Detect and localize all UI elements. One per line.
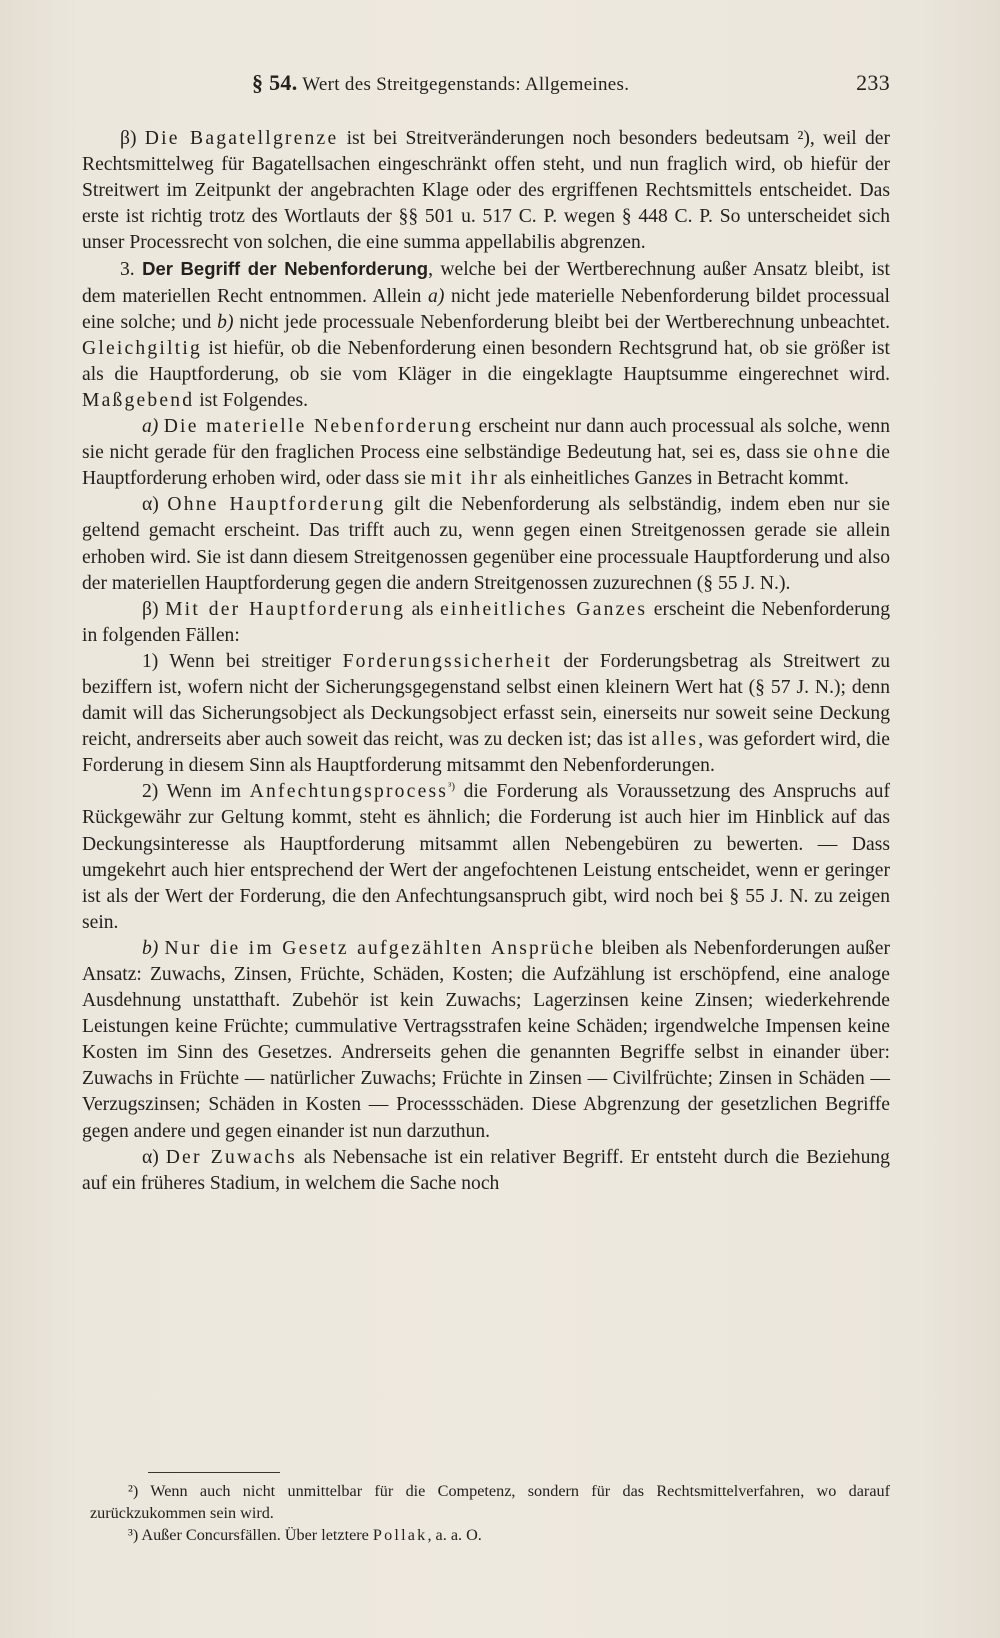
running-title: Wert des Streitgegenstands: Allgemeines.	[302, 74, 630, 95]
paragraph-bagatellgrenze: β) Die Bagatellgrenze ist bei Streitveränderungen noch besonders bedeutsam ²), weil der Rechtsmittelweg für Bagatellsachen eingeschränkt offen steht, und nun fraglich wird, ob hiefür der Streitwert im Zeitpunkt der angebrachten Klage oder des ergriffenen Rechtsmittels entscheidet. Das erste ist richtig trotz des Wortlauts der §§ 501 u. 517 C. P. wegen § 448 C. P. So unterscheidet sich unser Processrecht von solchen, die eine summa appellabilis abgrenzen.	[82, 128, 890, 254]
paragraph-aufgezaehlte-ansprueche: b) Nur die im Gesetz aufgezählten Ansprüche bleiben als Nebenforderungen außer Ansatz: Zuwachs, Zinsen, Früchte, Schäden, Kosten; die Aufzählung ist erschöpfend, eine analoge Ausdehnung unstatthaft. Zubehör ist kein Zuwachs; Lagerzinsen keine Zinsen; wiederkehrende Leistungen keine Früchte; cummulative Vertragsstrafen keine Schäden; irgendwelche Impensen keine Kosten im Sinn des Gesetzes. Andrerseits gehen die genannten Begriffe selbst in einander über: Zuwachs in Früchte — natürlicher Zuwachs; Früchte in Zinsen — Civilfrüchte; Zinsen in Schäden — Verzugszinsen; Schäden in Kosten — Processschäden. Diese Abgrenzung der gesetzlichen Begriffe gegen andere und gegen einander ist nun darzuthun.	[82, 937, 890, 1142]
paragraph-ohne-hauptforderung: α) Ohne Hauptforderung gilt die Nebenforderung als selbständig, indem eben nur sie geltend gemacht erscheint. Das trifft auch zu, wenn gegen einen Streitgenossen gerade sie allein erhoben wird. Sie ist dann diesem Streitgenossen gegenüber eine processuale Hauptforderung und also der materiellen Hauptforderung gegen die andern Streitgenossen zuzurechnen (§ 55 J. N.).	[82, 494, 891, 594]
footnote-2: ²) Wenn auch nicht unmittelbar für die Competenz, sondern für das Rechtsmittelverfahren, wo darauf zurückzukommen sein wird.	[90, 1482, 890, 1522]
footnote-ref-3: ³)	[448, 780, 456, 793]
page-number: 233	[856, 70, 890, 95]
paragraph-materielle-nebenforderung: a) Die materielle Nebenforderung erscheint nur dann auch processual als solche, wenn sie nicht gerade für den fraglichen Process eine selbständige Bedeutung hat, sei es, dass sie ohne die Hauptforderung erhoben wird, oder dass sie mit ihr als einheitliches Ganzes in Betracht kommt.	[82, 416, 890, 490]
body-text	[82, 126, 890, 1197]
footnote-rule	[148, 1472, 280, 1473]
running-header	[252, 70, 890, 100]
paragraph-mit-hauptforderung: β) Mit der Hauptforderung als einheitliches Ganzes erscheint die Nebenforderung in folgenden Fällen:	[82, 598, 890, 646]
paragraph-zuwachs: α) Der Zuwachs als Nebensache ist ein relativer Begriff. Er entsteht durch die Beziehung auf ein früheres Stadium, in welchem die Sache noch	[82, 1146, 890, 1194]
paragraph-forderungssicherheit: 1) Wenn bei streitiger Forderungssicherheit der Forderungsbetrag als Streitwert zu beziffern ist, wofern nicht der Sicherungsgegenstand selbst einen kleinern Wert hat (§ 57 J. N.); denn damit will das Sicherungsobject als Deckungsobject erfasst sein, einerseits nur soweit seine Deckung reicht, andrerseits aber auch soweit das reicht, was zu decken ist; das ist alles, was gefordert wird, die Forderung in diesem Sinn als Hauptforderung mitsammt den Nebenforderungen.	[82, 650, 890, 777]
footnotes	[90, 1480, 890, 1546]
footnote-3: ³) Außer Concursfällen. Über letztere Pollak, a. a. O.	[128, 1526, 482, 1544]
section-mark: § 54.	[252, 70, 298, 95]
paragraph-nebenforderung: 3. Der Begriff der Nebenforderung, welche bei der Wertberechnung außer Ansatz bleibt, ist dem materiellen Recht entnommen. Allein a) nicht jede materielle Nebenforderung bildet processual eine solche; und b) nicht jede processuale Nebenforderung bleibt bei der Wertberechnung unbeachtet. Gleichgiltig ist hiefür, ob die Nebenforderung einen besondern Rechtsgrund hat, ob sie größer ist als die Hauptforderung, ob sie vom Kläger in die eingeklagte Hauptsumme eingerechnet wird. Maßgebend ist Folgendes.	[82, 258, 890, 411]
paragraph-anfechtungsprocess: 2) Wenn im Anfechtungsprocess$^{^3)}$ die Forderung als Voraussetzung des Anspruchs auf Rückgewähr zur Geltung kommt, steht es ähnlich; die Forderung ist auch hier im Hinblick auf das Deckungsinteresse als Hauptforderung mitsammt allen Nebengebüren zu bewerten. — Dass umgekehrt auch hier entsprechend der Wert der angefochtenen Leistung entscheidet, wenn er geringer ist als der Wert der Forderung, die den Anfechtungsanspruch gibt, wird noch bei § 55 J. N. zu zeigen sein.	[82, 780, 890, 933]
